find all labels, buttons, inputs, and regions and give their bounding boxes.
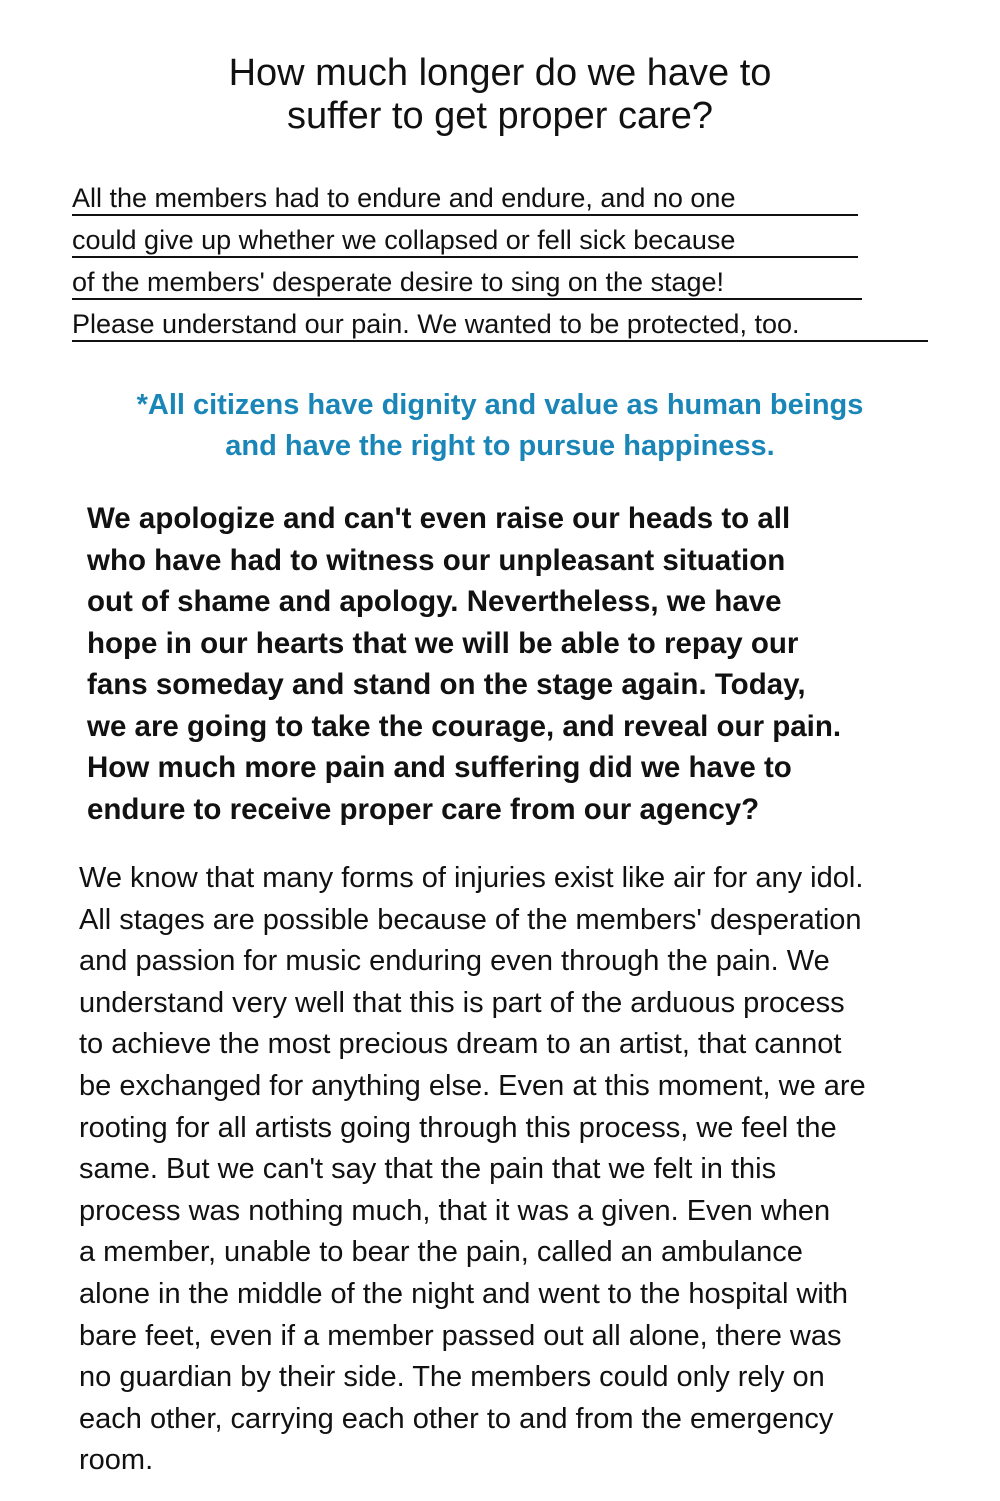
paragraph-line: How much more pain and suffering did we have to (87, 751, 792, 784)
paragraph-line: be exchanged for anything else. Even at this moment, we are (79, 1069, 866, 1102)
paragraph-line: out of shame and apology. Nevertheless, we have (87, 585, 782, 618)
underlined-line: Please understand our pain. We wanted to be protected, too. (72, 308, 928, 342)
paragraph-line: All stages are possible because of the members' desperation (79, 903, 862, 936)
paragraph-line: We apologize and can't even raise our heads to all (87, 502, 791, 535)
paragraph-line: fans someday and stand on the stage again. Today, (87, 668, 806, 701)
paragraph-line: who have had to witness our unpleasant situation (87, 543, 786, 577)
title-line: suffer to get proper care? (287, 95, 713, 137)
underlined-line: of the members' desperate desire to sing on the stage! (72, 266, 862, 300)
quote-line: *All citizens have dignity and value as human beings (136, 389, 864, 421)
title-line: How much longer do we have to (228, 52, 772, 94)
paragraph-line: no guardian by their side. The members could only rely on (79, 1361, 825, 1394)
paragraph-line: we are going to take the courage, and reveal our pain. (87, 709, 842, 743)
paragraph-line: We know that many forms of injuries exist like air for any idol. (79, 862, 864, 894)
paragraph-line: to achieve the most precious dream to an artist, that cannot (79, 1028, 842, 1061)
paragraph-line: rooting for all artists going through this process, we feel the (79, 1111, 837, 1144)
paragraph-line: hope in our hearts that we will be able to repay our (87, 626, 799, 660)
paragraph-line: alone in the middle of the night and went to the hospital with (79, 1277, 849, 1310)
quote-line: and have the right to pursue happiness. (225, 430, 775, 462)
apology-paragraph (87, 498, 967, 830)
constitution-quote (0, 385, 1000, 467)
paragraph-line: bare feet, even if a member passed out all alone, there was (79, 1319, 842, 1352)
page-title (0, 52, 1000, 138)
paragraph-line: same. But we can't say that the pain that we felt in this (79, 1153, 777, 1186)
paragraph-line: a member, unable to bear the pain, called an ambulance (79, 1236, 803, 1269)
paragraph-line: understand very well that this is part of the arduous process (79, 986, 845, 1019)
paragraph-line: endure to receive proper care from our agency? (87, 792, 760, 826)
paragraph-line: room. (79, 1444, 154, 1477)
paragraph-line: process was nothing much, that it was a given. Even when (79, 1194, 831, 1227)
underlined-line: could give up whether we collapsed or fell sick because (72, 224, 858, 258)
paragraph-line: each other, carrying each other to and from the emergency (79, 1402, 834, 1435)
paragraph-line: and passion for music enduring even through the pain. We (79, 945, 830, 978)
underlined-paragraph (72, 182, 942, 350)
underlined-line: All the members had to endure and endure, and no one (72, 182, 858, 216)
body-paragraph (79, 858, 979, 1482)
